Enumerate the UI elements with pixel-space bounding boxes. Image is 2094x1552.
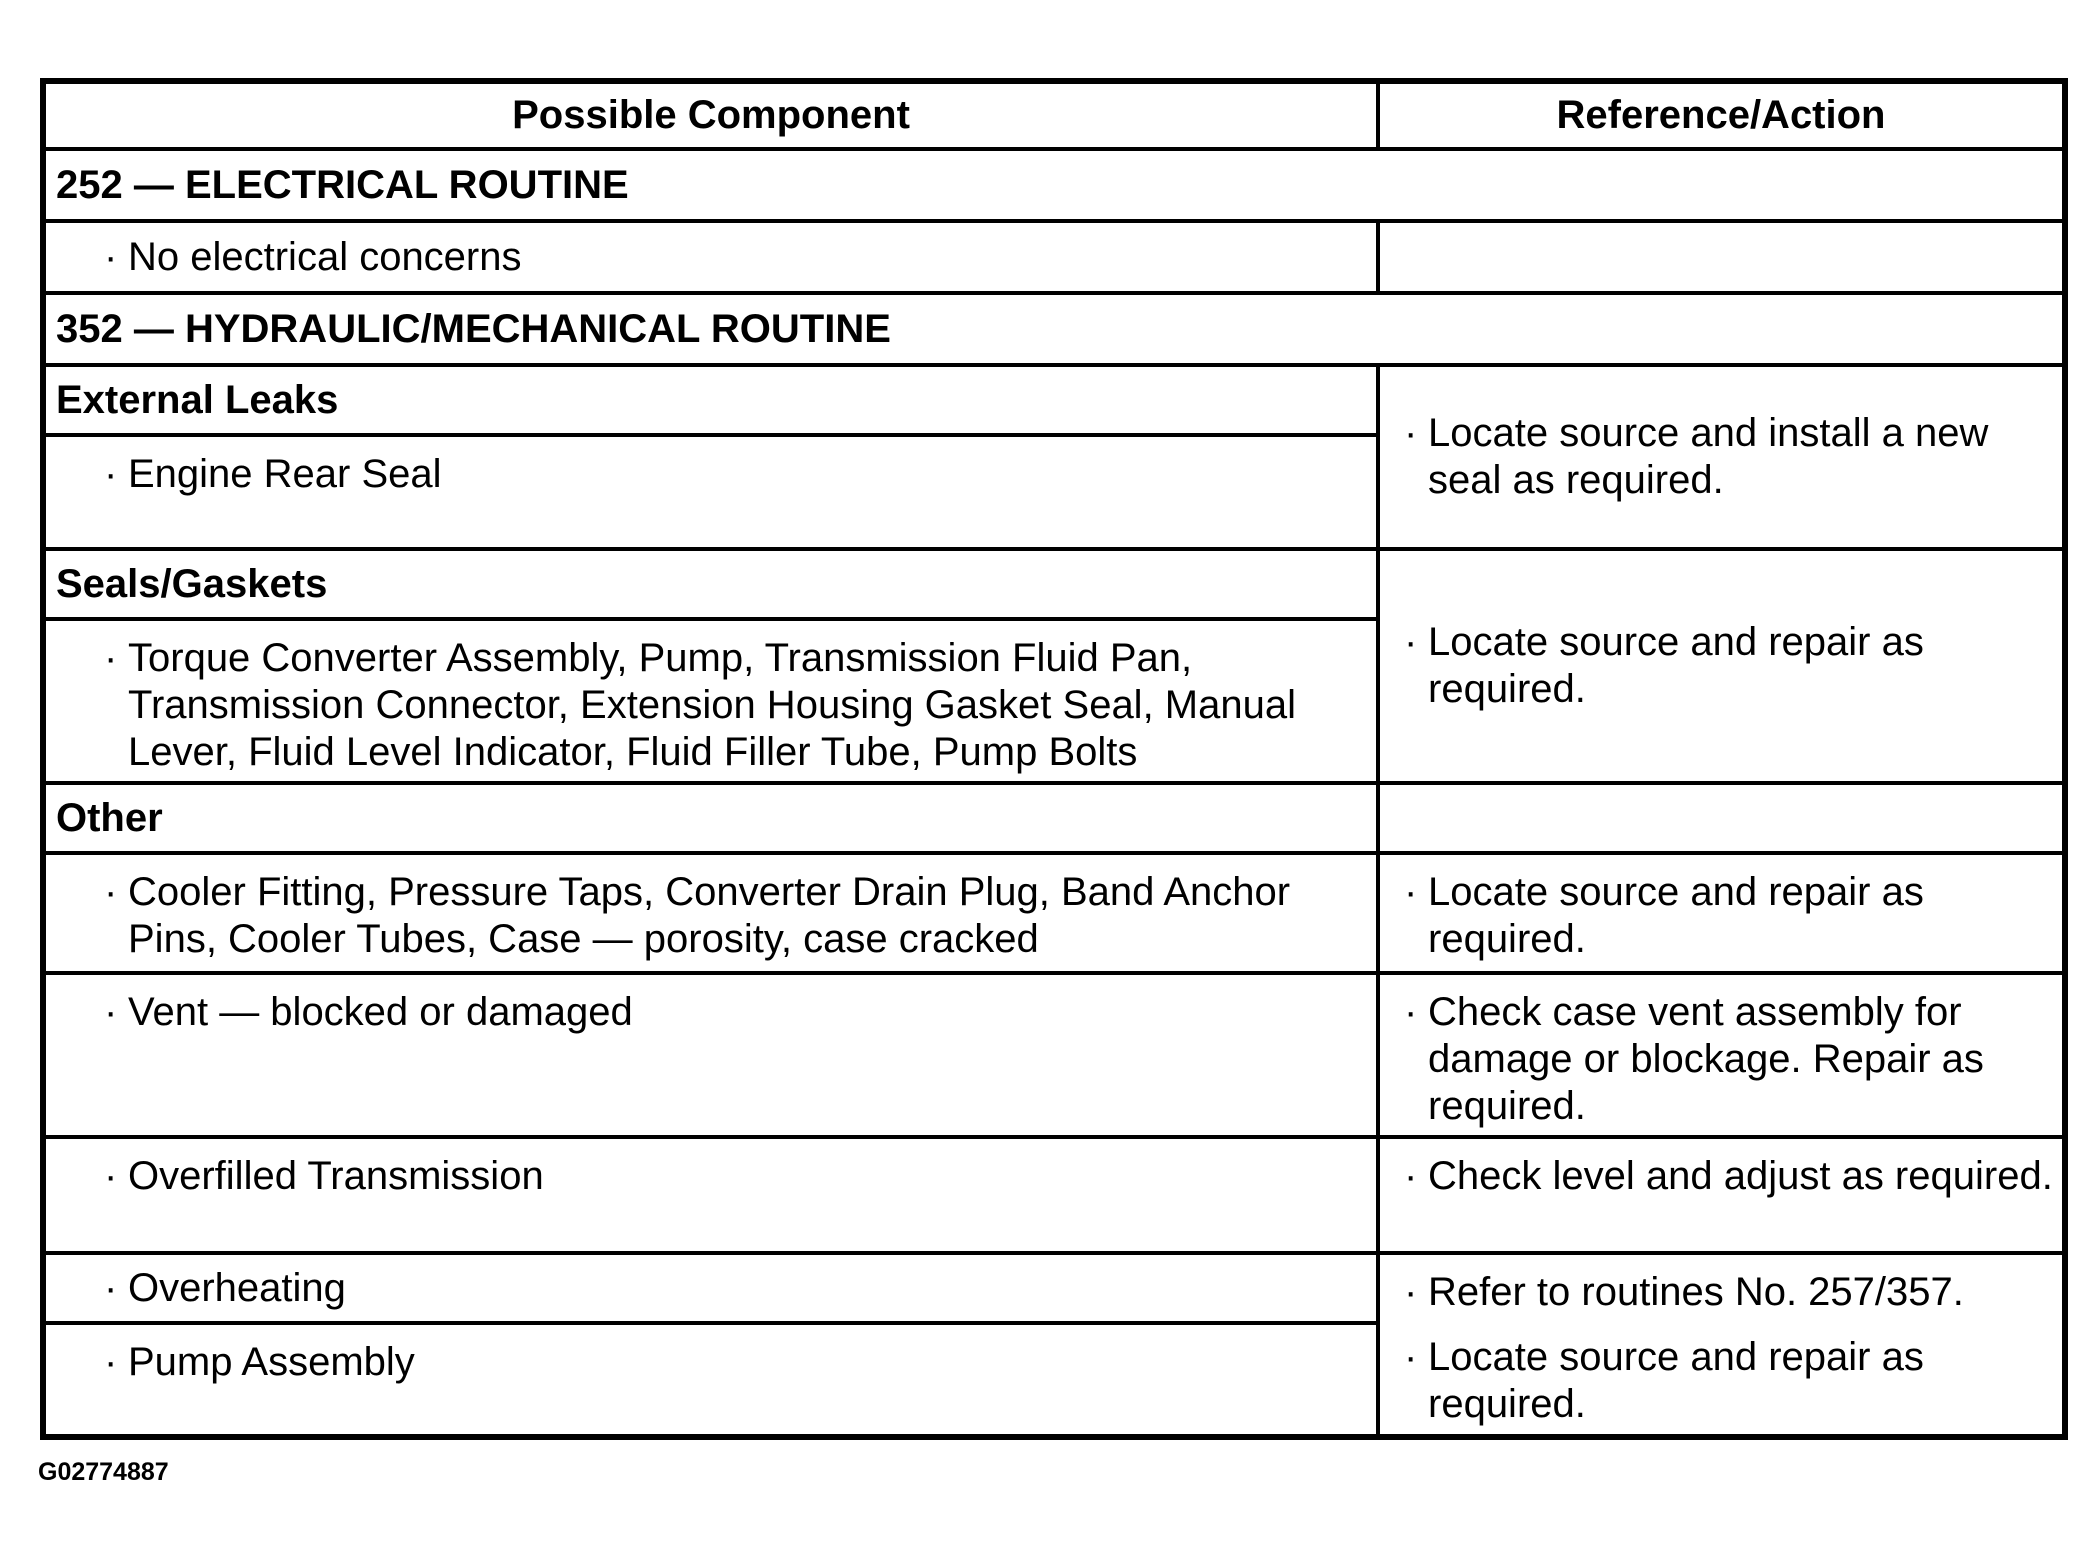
- subsection-title-external-leaks: External Leaks: [43, 365, 1378, 435]
- bullet-icon: ·: [104, 1340, 118, 1384]
- section-title-hydraulic: 352 — HYDRAULIC/MECHANICAL ROUTINE: [43, 293, 2065, 365]
- section-title-electrical: 252 — ELECTRICAL ROUTINE: [43, 149, 2065, 221]
- bullet-icon: ·: [104, 1265, 118, 1310]
- action-text: Locate source and install a new seal as required.: [1428, 411, 1989, 502]
- component-cell: [43, 221, 1378, 293]
- bullet-icon: ·: [104, 1154, 118, 1198]
- subsection-row-other: [43, 783, 2065, 853]
- bullet-icon: ·: [104, 870, 118, 914]
- bullet-icon: ·: [104, 452, 118, 496]
- action-text: Refer to routines No. 257/357.: [1428, 1270, 1964, 1314]
- diagnostic-table: [40, 78, 2068, 1440]
- bullet-icon: ·: [1404, 1335, 1418, 1379]
- action-cell-seals: [1378, 549, 2065, 783]
- action-text: Locate source and repair as required.: [1428, 620, 1924, 711]
- bullet-icon: ·: [1404, 1154, 1418, 1198]
- component-cell: [43, 619, 1378, 783]
- action-text: Check level and adjust as required.: [1428, 1154, 2053, 1198]
- component-cell: [43, 1137, 1378, 1253]
- header-row: [43, 81, 2065, 149]
- header-reference-action: Reference/Action: [1378, 81, 2065, 149]
- component-text: Torque Converter Assembly, Pump, Transmission Fluid Pan, Transmission Connector, Extension Housing Gasket Seal, Manual Lever, Fluid Level Indicator, Fluid Filler Tube, Pump Bolts: [128, 636, 1296, 774]
- bullet-icon: ·: [104, 234, 118, 279]
- header-possible-component: Possible Component: [43, 81, 1378, 149]
- table-row-electrical-item: [43, 221, 2065, 293]
- bullet-icon: ·: [1404, 620, 1418, 664]
- action-text: Locate source and repair as required.: [1428, 1335, 1924, 1426]
- table-row: [43, 973, 2065, 1137]
- subsection-title-other: Other: [43, 783, 1378, 853]
- section-row-electrical: [43, 149, 2065, 221]
- component-text: Overheating: [128, 1265, 346, 1310]
- component-cell: [43, 1253, 1378, 1323]
- bullet-icon: ·: [104, 990, 118, 1034]
- bullet-icon: ·: [104, 636, 118, 680]
- bullet-icon: ·: [1404, 1270, 1418, 1314]
- figure-reference-code: G02774887: [38, 1458, 169, 1486]
- component-text: Cooler Fitting, Pressure Taps, Converter Drain Plug, Band Anchor Pins, Cooler Tubes, Case — porosity, case cracked: [128, 870, 1291, 961]
- action-text: Locate source and repair as required.: [1428, 870, 1924, 961]
- bullet-icon: ·: [1404, 870, 1418, 914]
- action-cell: [1378, 973, 2065, 1137]
- bullet-icon: ·: [1404, 411, 1418, 455]
- component-text: Engine Rear Seal: [128, 452, 442, 496]
- component-text: Pump Assembly: [128, 1340, 415, 1384]
- component-text: Overfilled Transmission: [128, 1154, 544, 1198]
- component-cell: [43, 973, 1378, 1137]
- component-cell: [43, 435, 1378, 549]
- component-cell: [43, 1323, 1378, 1437]
- component-cell: [43, 853, 1378, 973]
- table-row: [43, 1137, 2065, 1253]
- bullet-icon: ·: [1404, 990, 1418, 1034]
- action-cell: [1378, 1137, 2065, 1253]
- action-cell: [1378, 853, 2065, 973]
- table-row: [43, 1253, 2065, 1323]
- action-cell-combined: [1378, 1253, 2065, 1437]
- section-row-hydraulic: [43, 293, 2065, 365]
- subsection-row-external-leaks: [43, 365, 2065, 435]
- action-cell-empty: [1378, 221, 2065, 293]
- component-text: Vent — blocked or damaged: [128, 990, 633, 1034]
- subsection-title-seals: Seals/Gaskets: [43, 549, 1378, 619]
- action-text: Check case vent assembly for damage or blockage. Repair as required.: [1428, 990, 1984, 1128]
- subsection-row-seals: [43, 549, 2065, 619]
- table-row: [43, 853, 2065, 973]
- action-cell-external-leaks: [1378, 365, 2065, 549]
- action-cell-empty: [1378, 783, 2065, 853]
- component-text: No electrical concerns: [128, 234, 522, 279]
